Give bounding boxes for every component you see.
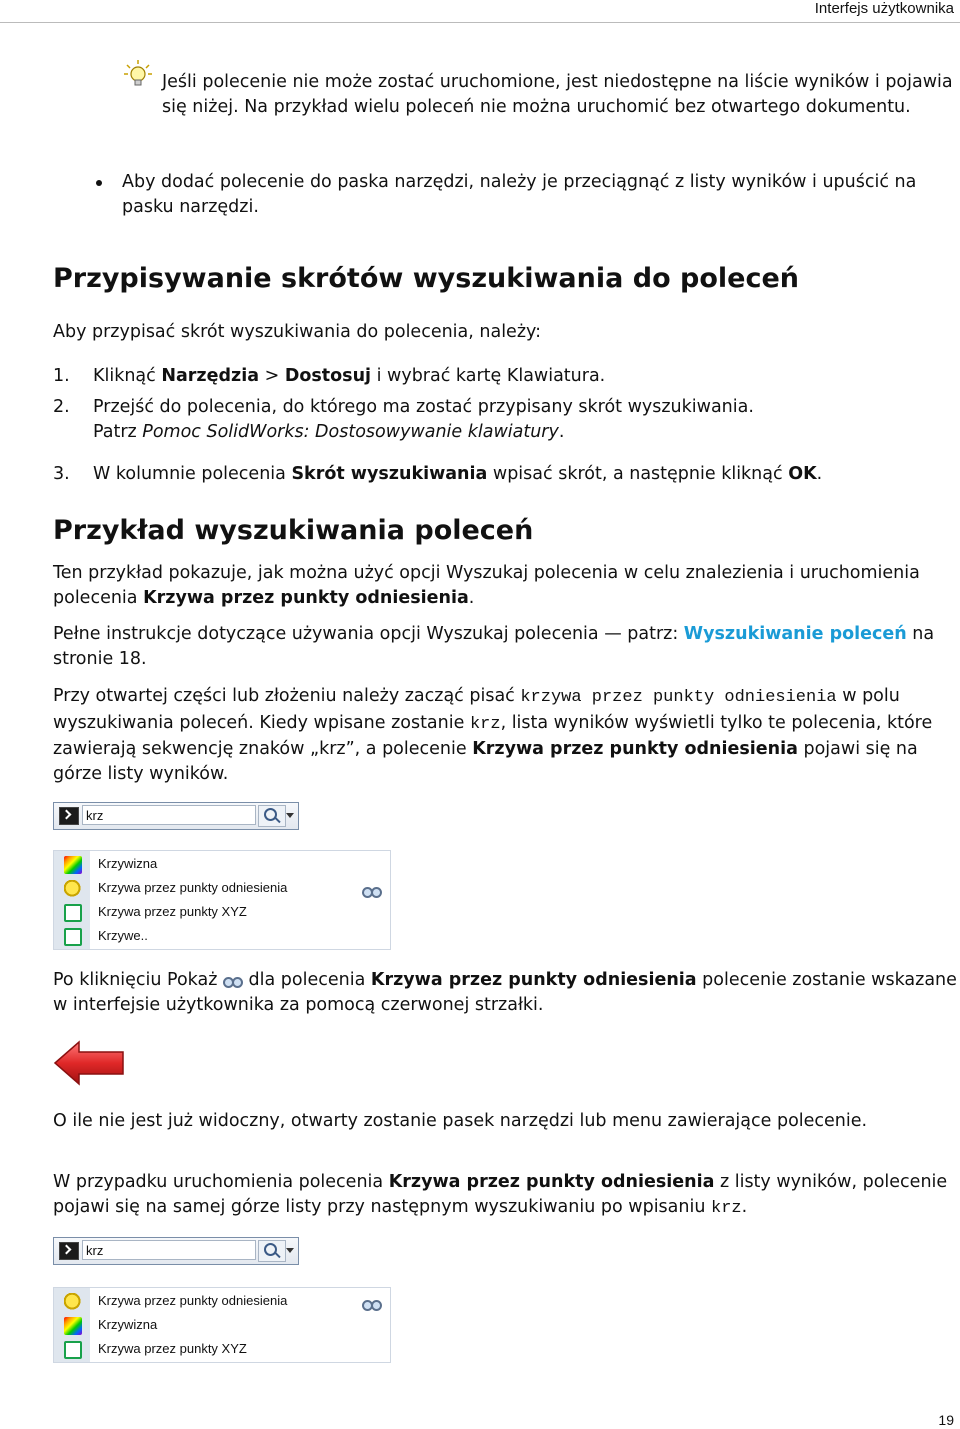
curve-xyz-icon (64, 904, 82, 922)
results-list (53, 1287, 391, 1363)
results-list (53, 850, 391, 950)
search-input[interactable]: krz (82, 805, 256, 825)
paragraph-show: Po kliknięciu Pokaż dla polecenia Krzywa przez punkty odniesienia polecenie zostanie wskazane w interfejsie użytkownika za pomocą czerwonej strzałki. (53, 970, 957, 1015)
paragraph-toolbar: O ile nie jest już widoczny, otwarty zostanie pasek narzędzi lub menu zawierające polecenie. (53, 1111, 868, 1131)
chevron-down-icon[interactable] (286, 1248, 294, 1253)
show-glasses-icon (223, 974, 243, 986)
page-number: 19 (938, 1412, 954, 1428)
section-intro: Aby przypisać skrót wyszukiwania do polecenia, należy: (53, 322, 541, 342)
paragraph-intro: Ten przykład pokazuje, jak można użyć opcji Wyszukaj polecenia w celu znalezienia i uruchomienia polecenia Krzywa przez punkty odniesienia. (53, 563, 920, 608)
lightbulb-icon (122, 58, 154, 90)
list-item[interactable]: Krzywizna (54, 853, 390, 877)
search-input[interactable]: krz (82, 1240, 256, 1260)
curvature-icon (64, 856, 82, 874)
bullet-dot (96, 180, 102, 186)
list-item[interactable]: Krzywe.. (54, 925, 390, 949)
search-icon[interactable] (258, 805, 286, 827)
paragraph-typing: Przy otwartej części lub złożeniu należy zacząć pisać krzywa przez punkty odniesienia w polu wyszukiwania poleceń. Kiedy wpisane zostanie krz, lista wyników wyświetli tylko te polecenia, które zawierają sekwencję znaków „krz”, a polecenie Krzywa przez punkty odniesienia pojawi się na górze listy wyników. (53, 686, 933, 784)
curve-reference-points-icon (64, 880, 82, 898)
red-arrow-icon (53, 1040, 125, 1086)
command-prompt-icon (59, 807, 79, 825)
show-glasses-icon[interactable] (362, 1297, 382, 1309)
curve-xyz-icon (64, 1341, 82, 1359)
see-reference: Pomoc SolidWorks: Dostosowywanie klawiatury (142, 421, 559, 442)
step-2: 2. Przejść do polecenia, do którego ma zostać przypisany skrót wyszukiwania. Patrz Pomoc SolidWorks: Dostosowywanie klawiatury. (53, 397, 754, 442)
section-heading-example: Przykład wyszukiwania poleceń (53, 515, 534, 546)
list-item[interactable]: Krzywizna (54, 1314, 390, 1338)
command-prompt-icon (59, 1242, 79, 1260)
curve-reference-points-icon (64, 1293, 82, 1311)
list-item[interactable]: Krzywa przez punkty XYZ (54, 1338, 390, 1362)
tip-text: Jeśli polecenie nie może zostać uruchomione, jest niedostępne na liście wyników i pojawia się niżej. Na przykład wielu poleceń nie można uruchomić bez otwartego dokumentu. (162, 72, 953, 117)
step-1: 1. Kliknąć Narzędzia > Dostosuj i wybrać kartę Klawiatura. (53, 366, 606, 386)
show-glasses-icon[interactable] (362, 884, 382, 896)
paragraph-recent: W przypadku uruchomienia polecenia Krzywa przez punkty odniesienia z listy wyników, polecenie pojawi się na samej górze listy przy następnym wyszukiwaniu po wpisaniu krz. (53, 1172, 948, 1218)
command-search-box[interactable] (53, 802, 299, 830)
section-heading: Przypisywanie skrótów wyszukiwania do poleceń (53, 263, 799, 294)
step-3: 3. W kolumnie polecenia Skrót wyszukiwania wpisać skrót, a następnie kliknąć OK. (53, 464, 823, 484)
paragraph-instructions: Pełne instrukcje dotyczące używania opcji Wyszukaj polecenia — patrz: Wyszukiwanie poleceń na stronie 18. (53, 624, 935, 669)
search-icon[interactable] (258, 1240, 286, 1262)
link-search-commands[interactable]: Wyszukiwanie poleceń (683, 624, 907, 644)
list-item[interactable]: Krzywa przez punkty odniesienia (54, 1290, 390, 1314)
curves-icon (64, 928, 82, 946)
chevron-down-icon[interactable] (286, 813, 294, 818)
command-search-box[interactable] (53, 1237, 299, 1265)
curvature-icon (64, 1317, 82, 1335)
list-item[interactable]: Krzywa przez punkty odniesienia (54, 877, 390, 901)
list-item[interactable]: Krzywa przez punkty XYZ (54, 901, 390, 925)
bullet-text: Aby dodać polecenie do paska narzędzi, należy je przeciągnąć z listy wyników i upuścić na pasku narzędzi. (122, 172, 917, 217)
running-header: Interfejs użytkownika (814, 0, 954, 17)
header-divider (0, 22, 960, 23)
